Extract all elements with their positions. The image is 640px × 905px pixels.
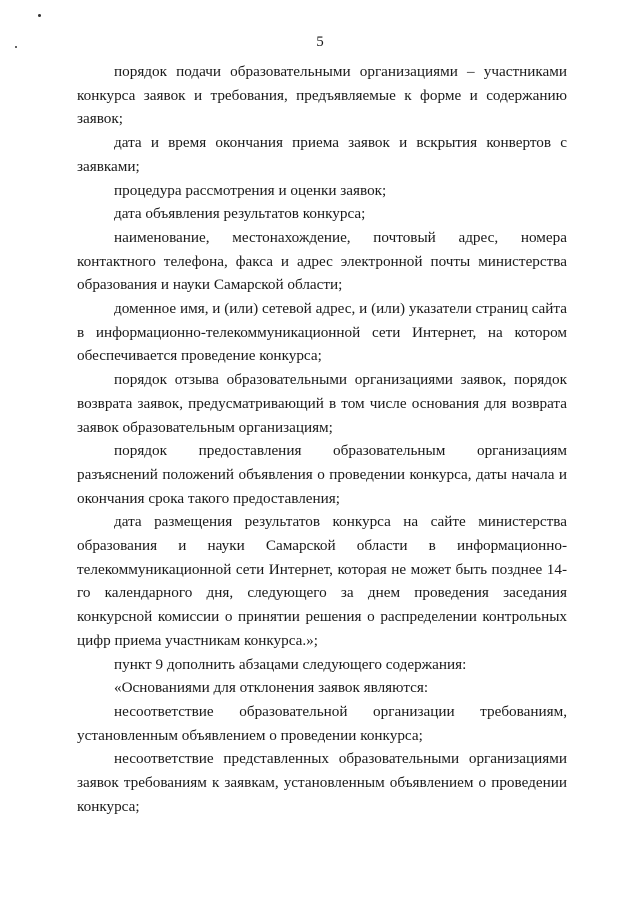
paragraph-submission-procedure: порядок подачи образовательными организациями – участниками конкурса заявок и требования, предъявляемые к форме и содержанию заявок;: [77, 63, 567, 128]
paragraph-review-procedure: процедура рассмотрения и оценки заявок;: [114, 181, 387, 199]
paragraph-deadline: дата и время окончания приема заявок и вскрытия конвертов с заявками;: [77, 134, 567, 175]
page-number: 5: [316, 34, 324, 50]
paragraph-org-noncompliance: несоответствие образовательной организации требованиям, установленным объявлением о проведении конкурса;: [77, 702, 567, 744]
paragraph-ministry-contacts: наименование, местонахождение, почтовый адрес, номера контактного телефона, факса и адрес электронной почты министерства образования и науки Самарской области;: [77, 228, 567, 294]
paragraph-results-publication: дата размещения результатов конкурса на сайте министерства образования и науки Самарской области в информационно-телекоммуникационной сети Интернет, которая не может быть позднее 14-го календарного дня, следующего за днем проведения заседания конкурсной комиссии о принятии решения о распределении контрольных цифр приема участникам конкурса.»;: [77, 513, 567, 649]
paragraph-clarifications: порядок предоставления образовательным организациям разъяснений положений объявления о проведении конкурса, даты начала и окончания срока такого предоставления;: [77, 442, 567, 507]
scan-dot-mark: [38, 14, 41, 17]
paragraph-results-date: дата объявления результатов конкурса;: [114, 205, 366, 223]
document-body: [77, 60, 567, 819]
paragraph-application-noncompliance: несоответствие представленных образовательными организациями заявок требованиям к заявкам, установленным объявлением о проведении конкурса;: [77, 750, 567, 815]
paragraph-item-9: пункт 9 дополнить абзацами следующего содержания:: [114, 655, 467, 673]
paragraph-rejection-grounds: «Основаниями для отклонения заявок являются:: [114, 679, 429, 697]
paragraph-withdrawal-procedure: порядок отзыва образовательными организациями заявок, порядок возврата заявок, предусматривающий в том числе основания для возврата заявок образовательным организациям;: [77, 371, 567, 436]
paragraph-domain-name: доменное имя, и (или) сетевой адрес, и (или) указатели страниц сайта в информационно-телекоммуникационной сети Интернет, на котором обеспечивается проведение конкурса;: [77, 300, 567, 365]
